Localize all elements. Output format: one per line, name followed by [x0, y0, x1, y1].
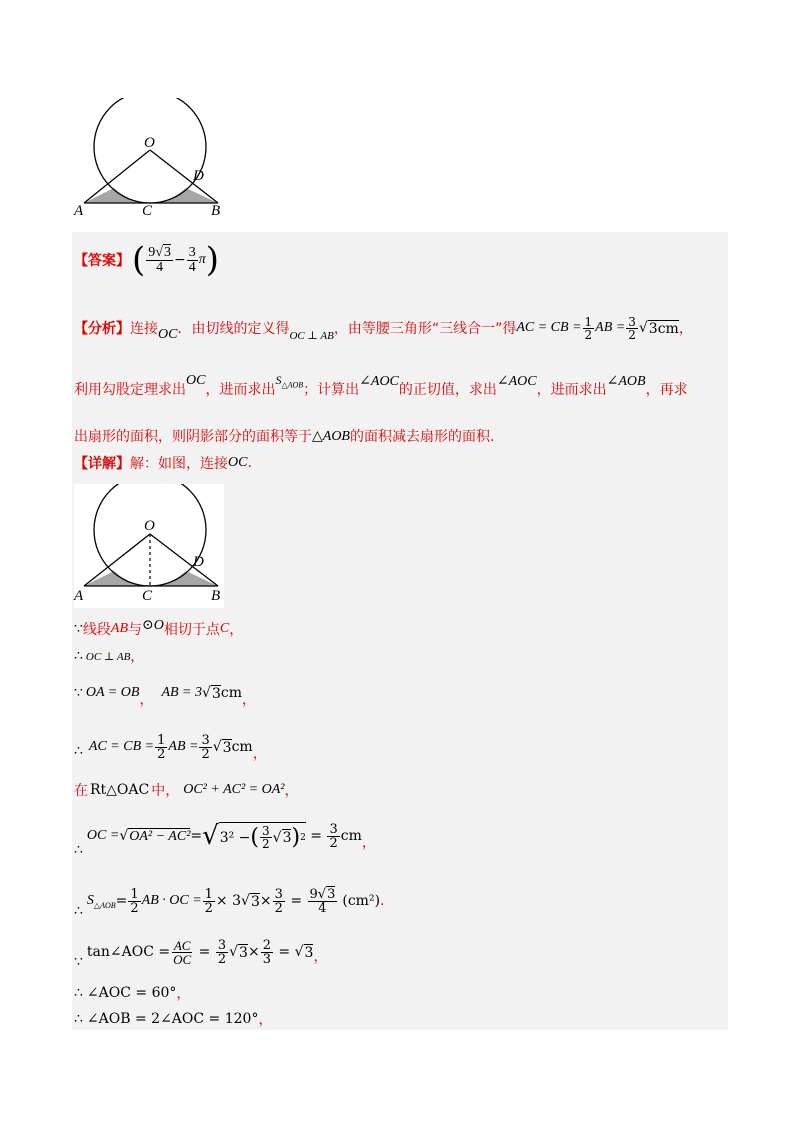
step-9: ∴ ∠AOC = 60° ， — [74, 985, 191, 1002]
label-b: B — [211, 203, 221, 219]
step-4: ∴ AC = CB = $\frac{1}{2}$ AB = $\frac{3}{2}$ √ 3 cm ， — [74, 732, 267, 762]
paren-left: ( — [132, 240, 146, 280]
analysis-line-3: 出扇形的面积，则阴影部分的面积等于 △AOB 的面积减去扇形的面积. — [74, 428, 495, 445]
label-d: D — [193, 168, 204, 184]
label-a: A — [74, 203, 84, 219]
answer-line: 【答案】 ( $\frac{9√3}{4}$ − $\frac{3}{4}$ π ) — [74, 240, 219, 280]
label-a: A — [74, 588, 84, 604]
label-d: D — [193, 554, 204, 570]
step-7: ∴ $S_{\triangle AOB}$ = $\frac{1}{2}$ AB · OC = $\frac{1}{2}$ × 3 √ 3 × $\frac{3}{2}$ = $\frac{9√3}{4}$ (cm²) . — [74, 886, 385, 919]
step-10: ∴ ∠AOB = 2∠AOC = 120° ， — [74, 1011, 273, 1028]
analysis-line-2: 利用勾股定理求出 OC ，进而求出 $S_{\triangle AOB}$ ；计算出 ∠AOC 的正切值，求出 ∠AOC ，进而求出 ∠AOB ，再求 — [74, 372, 688, 398]
step-3: ∵ OA = OB ， AB = 3 √ 3 cm ， — [74, 685, 256, 708]
detail-tag: 【详解】 — [74, 456, 130, 472]
step-8: ∵ tan∠AOC = $\frac{AC}{OC}$ = $\frac{3}{2}$ √ 3 × $\frac{2}{3}$ = √ 3 ， — [74, 937, 328, 970]
label-o: O — [144, 518, 155, 534]
step-2: ∴ OC ⊥ AB ， — [74, 648, 145, 665]
answer-tag: 【答案】 — [74, 253, 130, 269]
analysis-tag: 【分析】 — [74, 321, 130, 337]
label-c: C — [142, 203, 153, 219]
label-b: B — [211, 588, 221, 604]
step-1: ∵ 线段 AB 与 ⊙O 相切于点 C ， — [74, 617, 244, 638]
label-c: C — [142, 588, 153, 604]
label-o: O — [144, 135, 155, 151]
paren-right: ) — [205, 240, 219, 280]
step-5: 在 Rt△OAC 中， OC² + AC² = OA² ， — [74, 782, 299, 799]
detail-line: 【详解】 解：如图，连接 OC . — [74, 455, 252, 472]
answer-frac-2: $\frac{3}{4}$ — [188, 244, 196, 275]
answer-frac-1: $\frac{9√3}{4}$ — [148, 244, 171, 275]
step-6: ∴ OC = √ OA² − AC² = √ 3² − ( $\frac{3}{2}$ √ 3 ) 2 = $\frac{3}{2}$ cm ， — [74, 821, 376, 858]
analysis-line-1: 【分析】 连接 OC ．由切线的定义得 OC ⊥ AB ，由等腰三角形“三线合一”得 AC = CB = $\frac{1}{2}$ AB = $\frac{3}{2}$ √ 3cm ， — [74, 314, 693, 342]
